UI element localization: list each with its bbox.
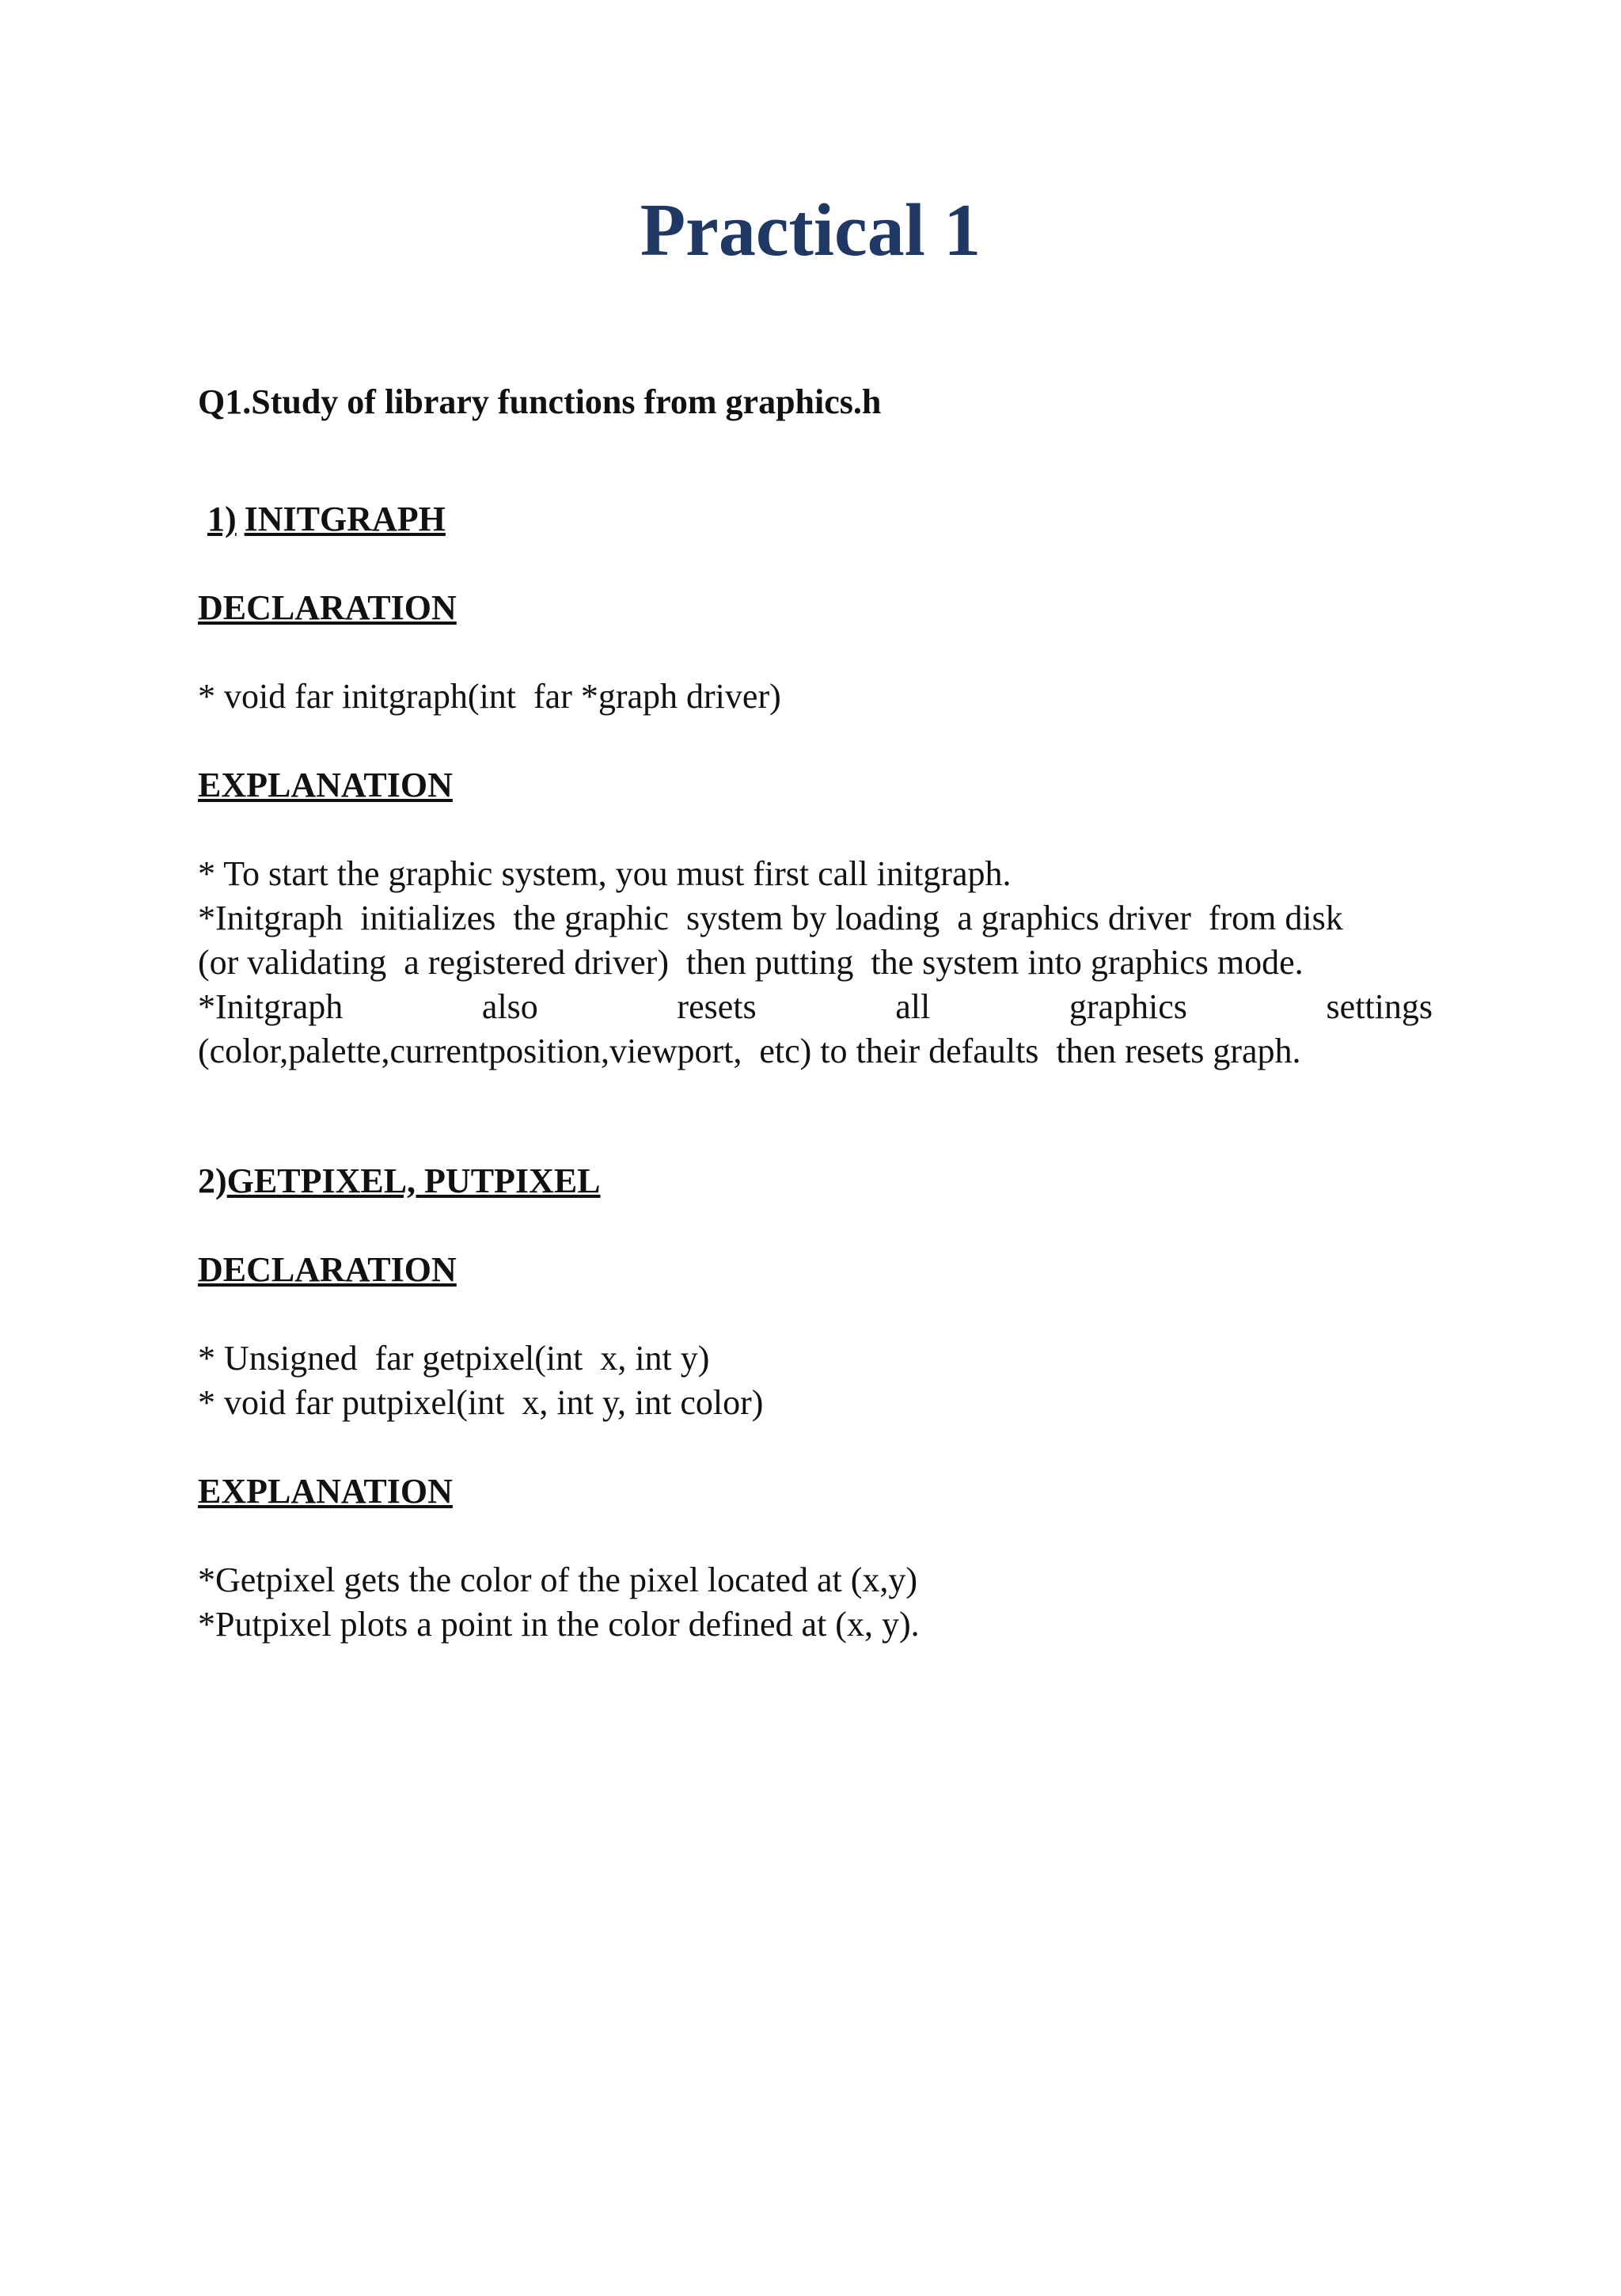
declaration-line: * void far initgraph(int far *graph driver) (198, 677, 781, 716)
spacer (198, 542, 1433, 586)
spacer (198, 808, 1433, 852)
explanation-heading: EXPLANATION (198, 1472, 453, 1511)
declaration-heading: DECLARATION (198, 588, 457, 627)
section-title (198, 1159, 1433, 1203)
document-body (198, 380, 1433, 1647)
spacer (198, 1425, 1433, 1469)
explanation-line: (color,palette,currentposition,viewport, etc) to their defaults then resets graph. (198, 1032, 1301, 1070)
declaration-line: * void far putpixel(int x, int y, int color) (198, 1383, 764, 1422)
page-title: Practical 1 (640, 189, 981, 272)
spacer (198, 630, 1433, 675)
section-number: 1) (207, 500, 237, 538)
question-text: Q1.Study of library functions from graphics.h (198, 382, 882, 421)
section-name: INITGRAPH (244, 500, 446, 538)
declaration-line: * Unsigned far getpixel(int x, int y) (198, 1339, 710, 1378)
section-number: 2) (198, 1161, 227, 1200)
explanation-line: *Getpixel gets the color of the pixel located at (x,y) (198, 1560, 918, 1599)
spacer (198, 1074, 1433, 1159)
explanation-line: * To start the graphic system, you must first call initgraph. (198, 854, 1012, 893)
explanation-heading: EXPLANATION (198, 766, 453, 804)
spacer (198, 424, 1433, 497)
explanation-line: *Initgraph also resets all graphics settings (198, 987, 1433, 1026)
section-title (198, 497, 1433, 542)
explanation-line: (or validating a registered driver) then putting the system into graphics mode. (198, 943, 1304, 982)
spacer (198, 1292, 1433, 1336)
spacer (198, 1203, 1433, 1248)
explanation-line: *Initgraph initializes the graphic system by loading a graphics driver from disk (198, 899, 1343, 937)
section-getpixel-putpixel (198, 1159, 1433, 1647)
declaration-heading: DECLARATION (198, 1250, 457, 1289)
spacer (198, 1514, 1433, 1558)
section-name: GETPIXEL, PUTPIXEL (226, 1161, 601, 1200)
explanation-line: *Putpixel plots a point in the color defined at (x, y). (198, 1605, 920, 1644)
section-initgraph (198, 497, 1433, 1074)
spacer (198, 719, 1433, 763)
